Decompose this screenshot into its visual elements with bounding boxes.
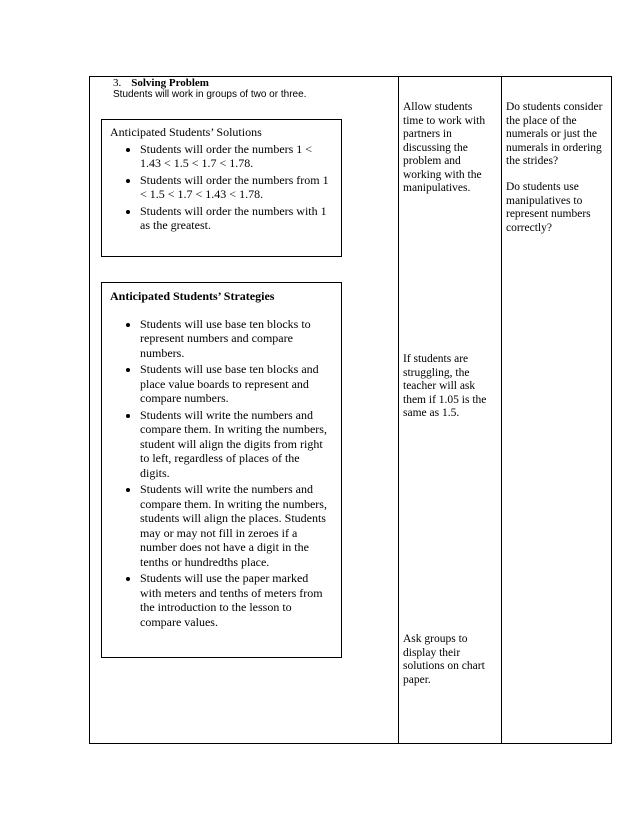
strategies-list <box>110 317 329 630</box>
teacher-note: If students are struggling, the teacher will ask them if 1.05 is the same as 1.5. <box>403 353 487 419</box>
step-title: Solving Problem <box>131 77 209 89</box>
teacher-notes-column <box>398 77 501 743</box>
list-item: • Students will use base ten blocks and place value boards to represent and compare numbers. <box>140 362 329 406</box>
strategies-box <box>101 282 342 658</box>
list-item: • Students will order the numbers from 1 < 1.5 < 1.7 < 1.43 < 1.78. <box>140 173 331 202</box>
teacher-note: Allow students time to work with partners in discussing the problem and working with the manipulatives. <box>403 101 486 194</box>
assessment-note: Do students consider the place of the numerals or just the numerals in ordering the strides? <box>506 101 603 167</box>
list-item: • Students will use the paper marked with meters and tenths of meters from the introduction to the lesson to compare values. <box>140 571 329 629</box>
solutions-list <box>110 142 331 233</box>
activity-column <box>90 77 398 743</box>
list-item: • Students will write the numbers and compare them. In writing the numbers, student will align the digits from right to left, regardless of places of the digits. <box>140 408 329 481</box>
solutions-box <box>101 119 342 257</box>
solutions-title: Anticipated Students’ Solutions <box>110 125 262 139</box>
assessment-note: Do students use manipulatives to represent numbers correctly? <box>506 181 591 234</box>
step-heading <box>113 77 209 89</box>
list-item: • Students will write the numbers and compare them. In writing the numbers, students will align the places. Students may or may not fill in zeroes if a number does not have a digit in the tenths or hundredths place. <box>140 482 329 569</box>
lesson-table <box>89 76 612 744</box>
strategies-title: Anticipated Students’ Strategies <box>110 289 275 303</box>
list-item: • Students will order the numbers 1 < 1.43 < 1.5 < 1.7 < 1.78. <box>140 142 331 171</box>
step-description: Students will work in groups of two or three. <box>113 89 307 100</box>
list-item: • Students will use base ten blocks to represent numbers and compare numbers. <box>140 317 329 361</box>
assessment-column <box>501 77 612 743</box>
step-number: 3. <box>113 77 122 89</box>
list-item: • Students will order the numbers with 1 as the greatest. <box>140 204 331 233</box>
teacher-note: Ask groups to display their solutions on chart paper. <box>403 633 485 686</box>
